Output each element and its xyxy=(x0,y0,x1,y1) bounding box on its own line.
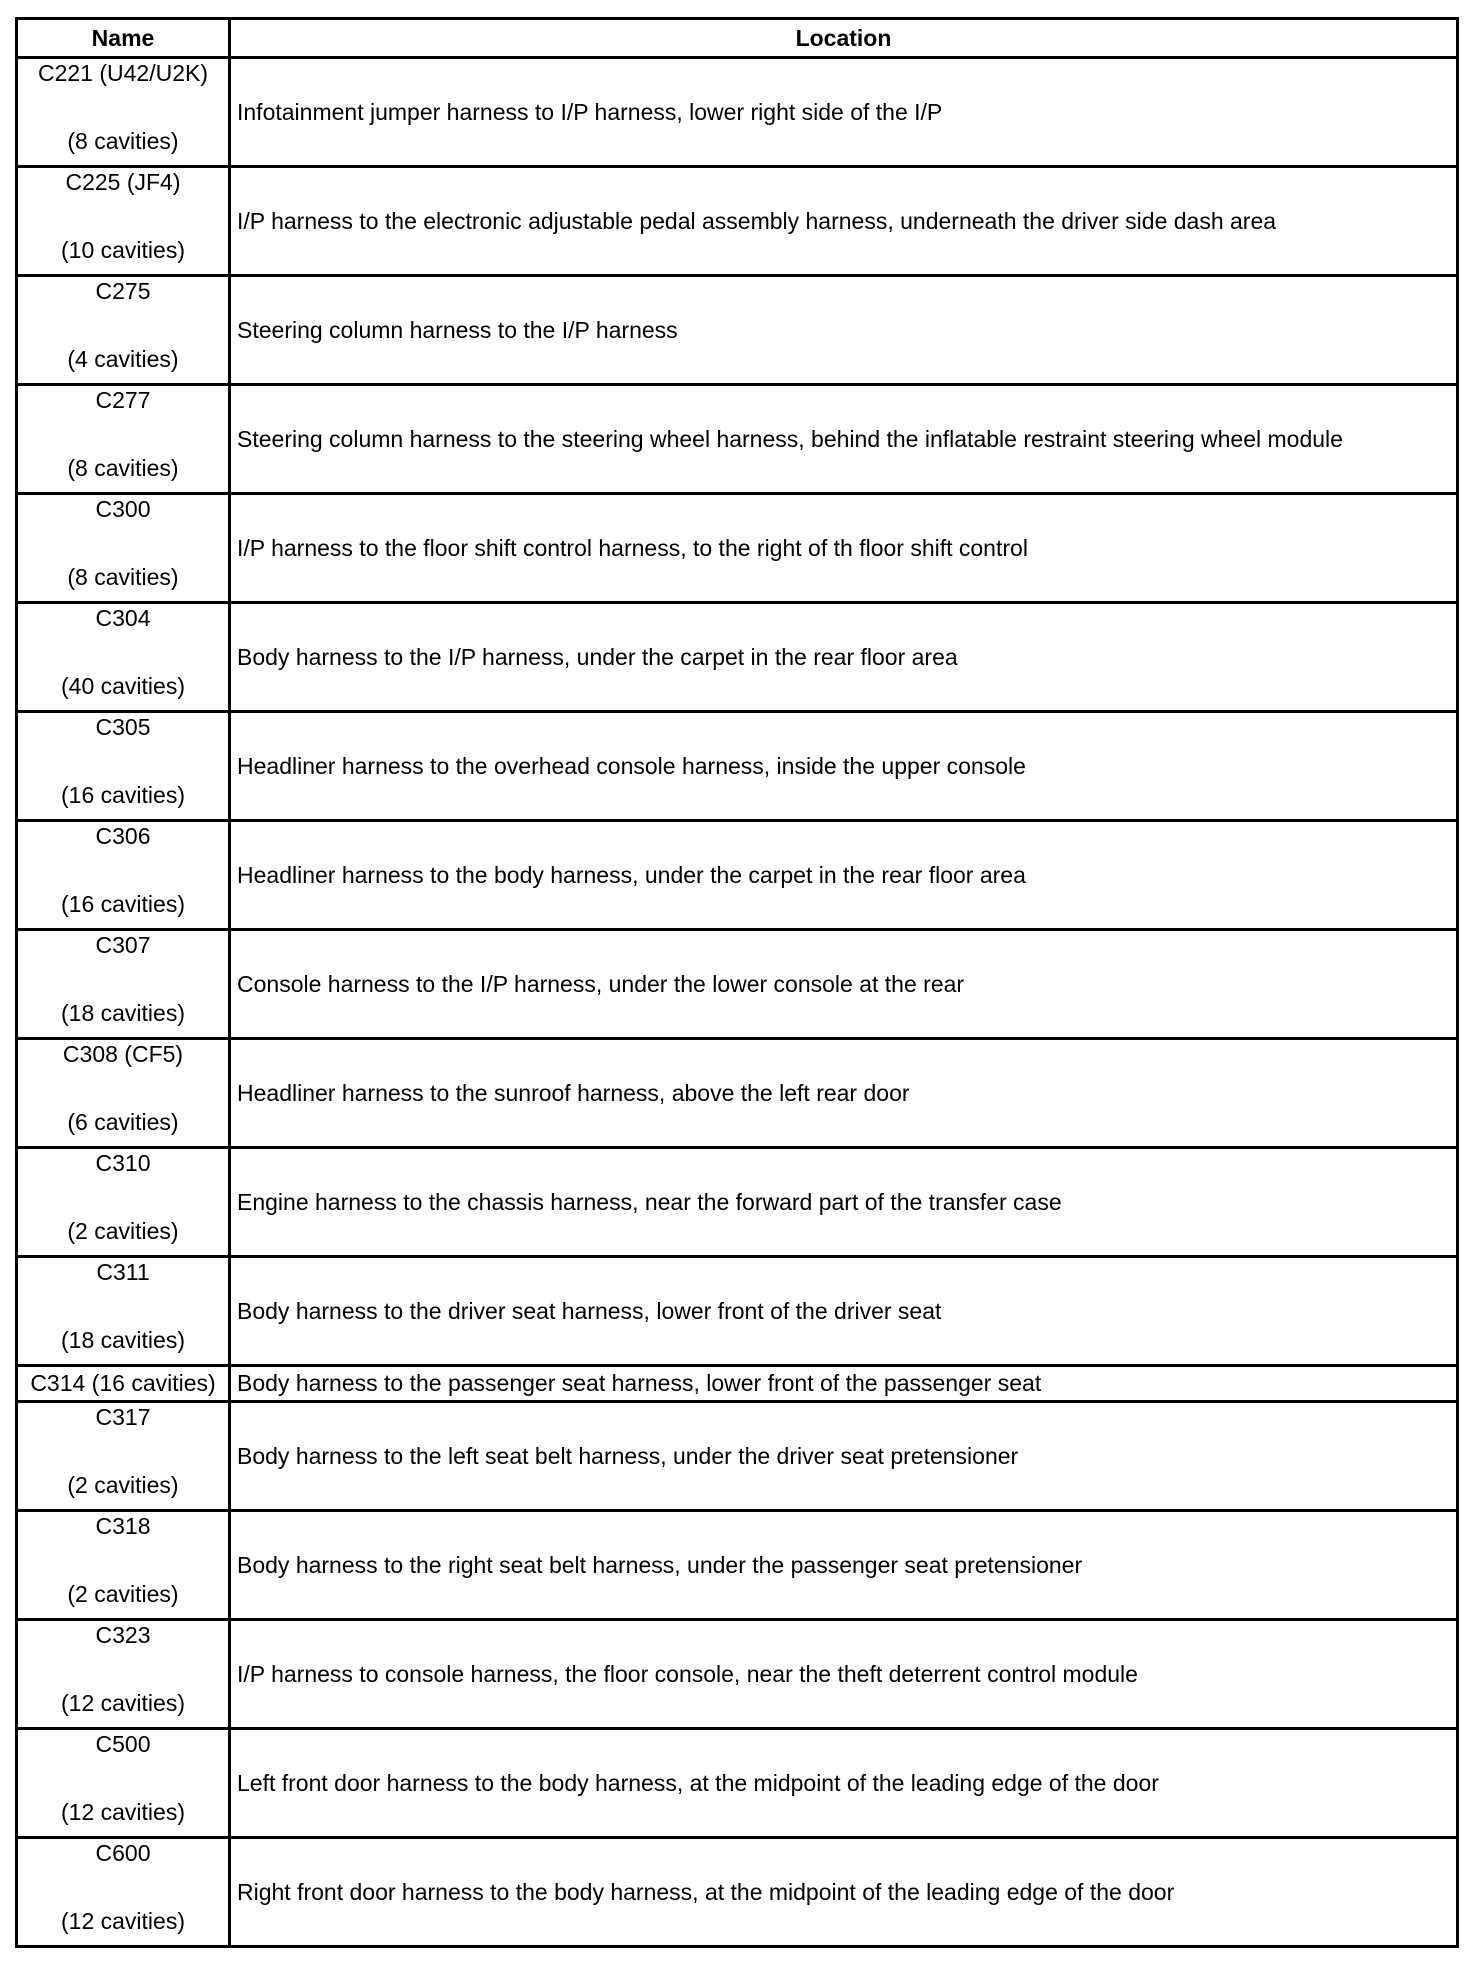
connector-name: C500 xyxy=(95,1731,151,1757)
connector-name-cell xyxy=(17,1511,230,1620)
table-row xyxy=(17,930,1458,1039)
connector-name-cell xyxy=(17,1729,230,1838)
connector-cavities: (16 cavities) xyxy=(61,782,185,808)
connector-location: Headliner harness to the sunroof harness, above the left rear door xyxy=(230,1039,1458,1148)
connector-name-cell xyxy=(17,712,230,821)
table-row xyxy=(17,1729,1458,1838)
table-row xyxy=(17,1620,1458,1729)
table-row xyxy=(17,1039,1458,1148)
connector-location: Steering column harness to the steering wheel harness, behind the inflatable restraint steering wheel module xyxy=(230,385,1458,494)
table-row xyxy=(17,385,1458,494)
name-header: Name xyxy=(17,19,230,58)
table-row xyxy=(17,1838,1458,1947)
connector-cavities: (4 cavities) xyxy=(67,346,179,372)
connector-cavities: (16 cavities) xyxy=(61,891,185,917)
connector-location: Body harness to the passenger seat harness, lower front of the passenger seat xyxy=(230,1366,1458,1402)
connector-name: C221 (U42/U2K) xyxy=(37,60,209,86)
connector-location: I/P harness to the floor shift control harness, to the right of th floor shift control xyxy=(230,494,1458,603)
connector-location: Body harness to the right seat belt harness, under the passenger seat pretensioner xyxy=(230,1511,1458,1620)
table-row xyxy=(17,821,1458,930)
connector-cavities: (12 cavities) xyxy=(61,1908,185,1934)
connector-cavities: (8 cavities) xyxy=(67,564,179,590)
table-row xyxy=(17,1511,1458,1620)
table-row xyxy=(17,603,1458,712)
connector-location: Body harness to the driver seat harness, lower front of the driver seat xyxy=(230,1257,1458,1366)
connector-cavities: (8 cavities) xyxy=(67,128,179,154)
connector-name: C306 xyxy=(95,823,151,849)
connector-name: C275 xyxy=(95,278,151,304)
connector-location: Left front door harness to the body harness, at the midpoint of the leading edge of the door xyxy=(230,1729,1458,1838)
connector-cavities: (12 cavities) xyxy=(61,1799,185,1825)
connector-name-cell xyxy=(17,821,230,930)
connector-name-cell xyxy=(17,1402,230,1511)
connector-name: C314 (16 cavities) xyxy=(17,1366,230,1402)
connector-location: I/P harness to the electronic adjustable pedal assembly harness, underneath the driver side dash area xyxy=(230,167,1458,276)
connector-name-cell xyxy=(17,930,230,1039)
table-row xyxy=(17,1402,1458,1511)
connector-name-cell xyxy=(17,603,230,712)
connector-name: C304 xyxy=(95,605,151,631)
connector-table xyxy=(15,17,1459,1948)
connector-cavities: (8 cavities) xyxy=(67,455,179,481)
connector-cavities: (2 cavities) xyxy=(67,1218,179,1244)
connector-location: Engine harness to the chassis harness, near the forward part of the transfer case xyxy=(230,1148,1458,1257)
connector-location: Headliner harness to the body harness, under the carpet in the rear floor area xyxy=(230,821,1458,930)
connector-name: C600 xyxy=(95,1840,151,1866)
connector-name-cell xyxy=(17,276,230,385)
table-row xyxy=(17,712,1458,821)
connector-name: C300 xyxy=(95,496,151,522)
connector-location: I/P harness to console harness, the floor console, near the theft deterrent control module xyxy=(230,1620,1458,1729)
connector-cavities: (18 cavities) xyxy=(61,1327,185,1353)
table-row xyxy=(17,58,1458,167)
table-row xyxy=(17,1257,1458,1366)
table-row xyxy=(17,494,1458,603)
connector-name-cell xyxy=(17,1620,230,1729)
connector-location: Body harness to the left seat belt harness, under the driver seat pretensioner xyxy=(230,1402,1458,1511)
table-row xyxy=(17,276,1458,385)
connector-name: C305 xyxy=(95,714,151,740)
connector-name-cell xyxy=(17,1838,230,1947)
connector-name-cell xyxy=(17,1039,230,1148)
connector-name-cell xyxy=(17,385,230,494)
connector-name-cell xyxy=(17,1257,230,1366)
connector-cavities: (10 cavities) xyxy=(61,237,185,263)
connector-name: C311 xyxy=(96,1259,150,1285)
connector-name-cell xyxy=(17,494,230,603)
connector-name: C225 (JF4) xyxy=(65,169,181,195)
connector-cavities: (6 cavities) xyxy=(67,1109,179,1135)
location-header: Location xyxy=(230,19,1458,58)
connector-name-cell xyxy=(17,1148,230,1257)
connector-name: C318 xyxy=(95,1513,151,1539)
connector-location: Console harness to the I/P harness, under the lower console at the rear xyxy=(230,930,1458,1039)
connector-name: C323 xyxy=(95,1622,151,1648)
header-row xyxy=(17,19,1458,58)
connector-name: C310 xyxy=(95,1150,151,1176)
connector-name: C307 xyxy=(95,932,151,958)
connector-cavities: (18 cavities) xyxy=(61,1000,185,1026)
table-row xyxy=(17,1148,1458,1257)
connector-name: C308 (CF5) xyxy=(62,1041,184,1067)
connector-location: Infotainment jumper harness to I/P harness, lower right side of the I/P xyxy=(230,58,1458,167)
connector-name: C277 xyxy=(95,387,151,413)
connector-location: Body harness to the I/P harness, under the carpet in the rear floor area xyxy=(230,603,1458,712)
connector-name: C317 xyxy=(95,1404,151,1430)
connector-location: Headliner harness to the overhead console harness, inside the upper console xyxy=(230,712,1458,821)
connector-cavities: (40 cavities) xyxy=(61,673,185,699)
connector-cavities: (2 cavities) xyxy=(67,1472,179,1498)
table-row xyxy=(17,1366,1458,1402)
connector-location: Right front door harness to the body harness, at the midpoint of the leading edge of the door xyxy=(230,1838,1458,1947)
connector-cavities: (2 cavities) xyxy=(67,1581,179,1607)
table-row xyxy=(17,167,1458,276)
connector-location: Steering column harness to the I/P harness xyxy=(230,276,1458,385)
connector-name-cell xyxy=(17,167,230,276)
connector-cavities: (12 cavities) xyxy=(61,1690,185,1716)
connector-name-cell xyxy=(17,58,230,167)
